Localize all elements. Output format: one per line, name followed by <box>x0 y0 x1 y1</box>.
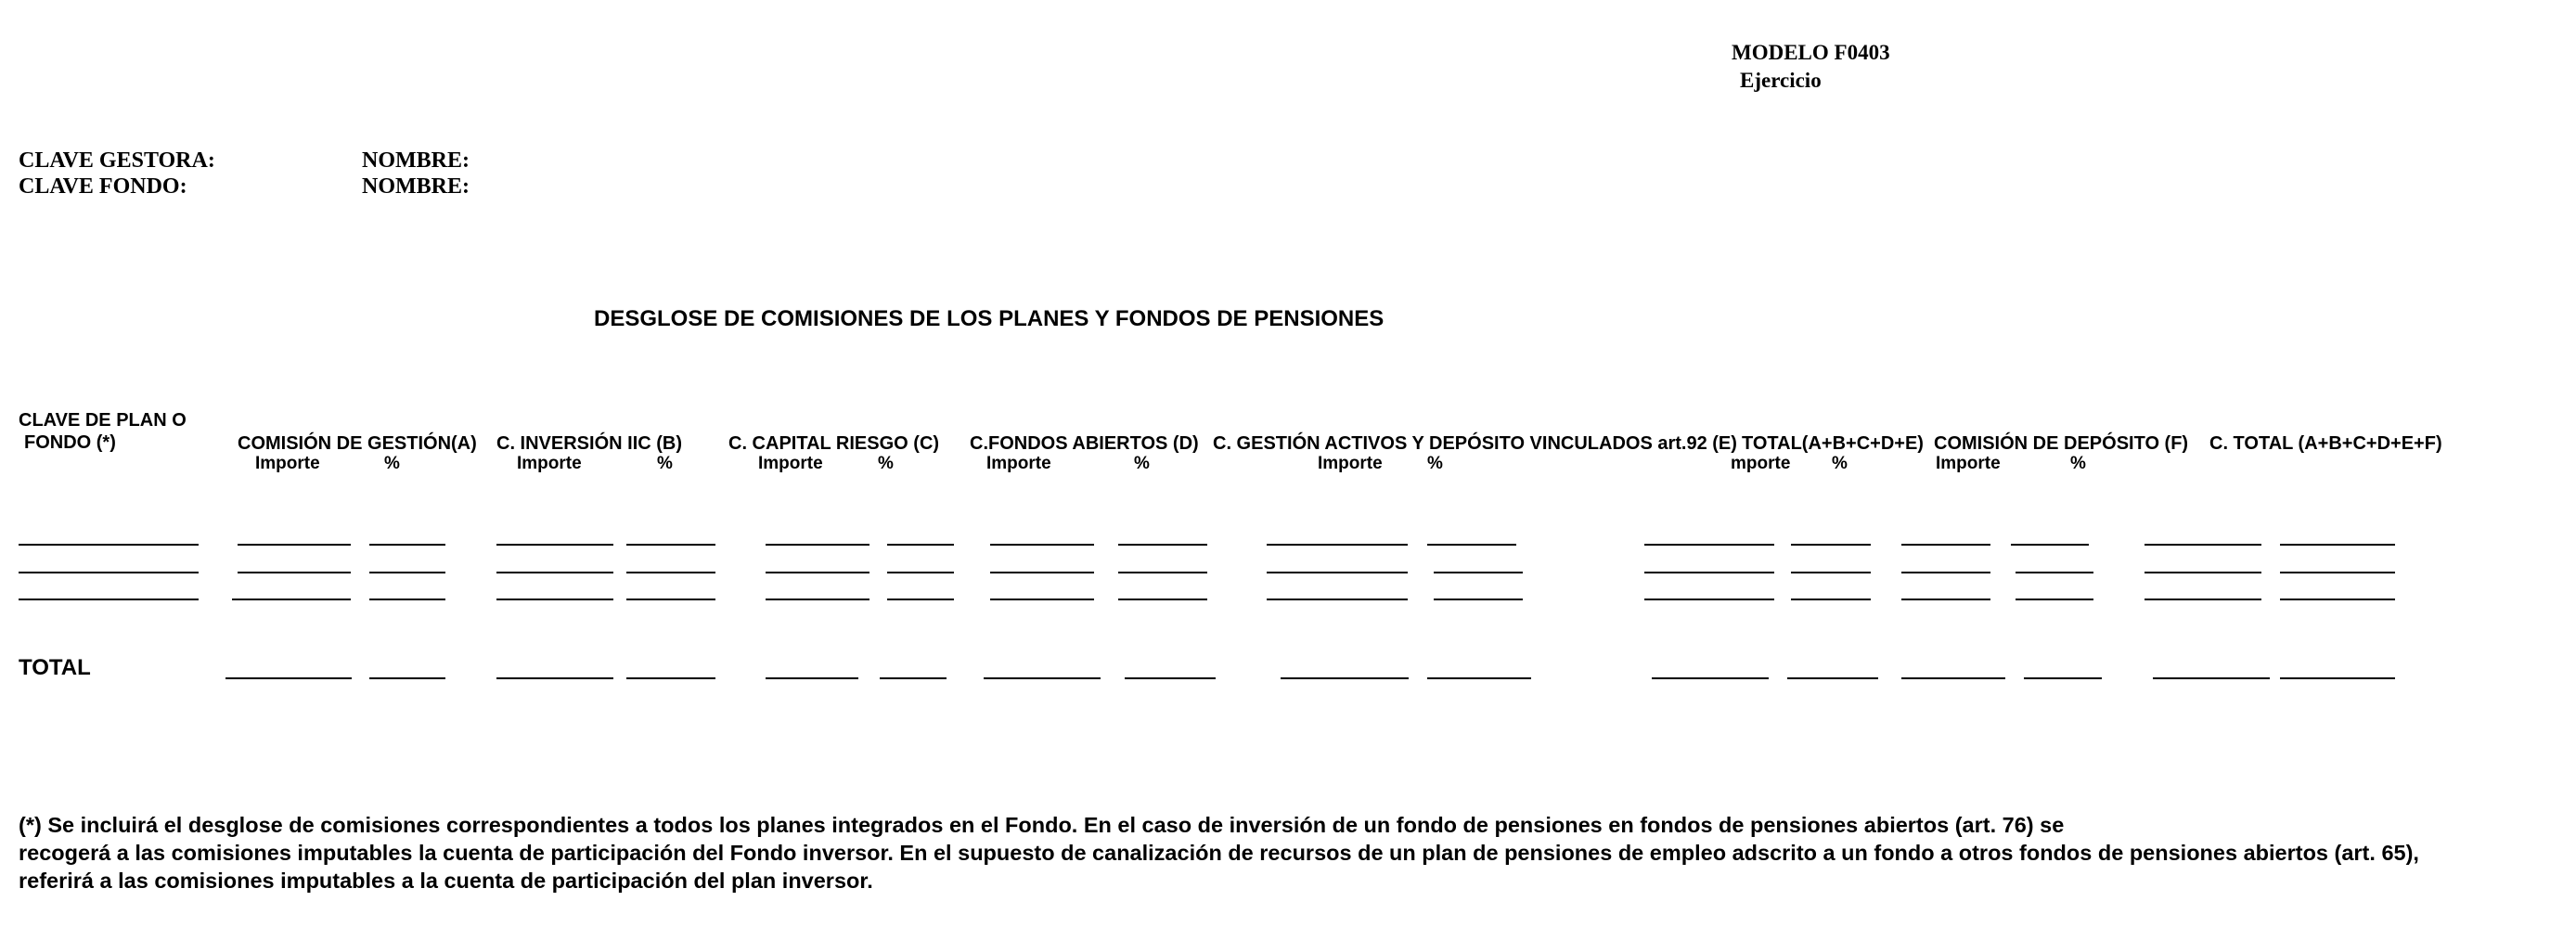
total-blank[interactable] <box>2280 677 2395 679</box>
col-sub-percent: % <box>384 454 400 473</box>
percent-blank[interactable] <box>1118 544 1207 546</box>
amount-blank[interactable] <box>2145 599 2261 600</box>
amount-blank[interactable] <box>2145 544 2261 546</box>
plan-key-blank[interactable] <box>19 599 199 600</box>
amount-blank[interactable] <box>990 544 1094 546</box>
percent-blank[interactable] <box>1427 677 1531 679</box>
amount-blank[interactable] <box>990 572 1094 573</box>
amount-blank[interactable] <box>1267 572 1408 573</box>
col-header-grand-total: C. TOTAL (A+B+C+D+E+F) <box>2209 433 2442 454</box>
manager-code-label: CLAVE GESTORA: <box>19 148 215 173</box>
col-sub-percent: % <box>2070 454 2086 473</box>
col-sub-percent: % <box>1427 454 1443 473</box>
percent-blank[interactable] <box>2016 599 2093 600</box>
amount-blank[interactable] <box>2153 677 2270 679</box>
col-sub-amount: Importe <box>758 454 823 473</box>
percent-blank[interactable] <box>1791 544 1871 546</box>
amount-blank[interactable] <box>238 572 351 573</box>
percent-blank[interactable] <box>369 544 445 546</box>
amount-blank[interactable] <box>766 572 869 573</box>
amount-blank[interactable] <box>496 572 613 573</box>
col-sub-amount: Importe <box>1318 454 1383 473</box>
amount-blank[interactable] <box>1644 572 1774 573</box>
footnote-line: (*) Se incluirá el desglose de comisiones correspondientes a todos los planes integrados en el Fondo. En el caso de inversión de un fondo de pensiones en fondos de pensiones abiertos (art. 76) se <box>19 813 2065 837</box>
percent-blank[interactable] <box>1118 572 1207 573</box>
amount-blank[interactable] <box>225 677 352 679</box>
percent-blank[interactable] <box>887 572 954 573</box>
amount-blank[interactable] <box>766 544 869 546</box>
col-sub-amount: Importe <box>517 454 582 473</box>
percent-blank[interactable] <box>1427 544 1516 546</box>
amount-blank[interactable] <box>496 544 613 546</box>
col-sub-percent: % <box>1134 454 1150 473</box>
year-label: Ejercicio <box>1740 69 1822 92</box>
amount-blank[interactable] <box>2145 572 2261 573</box>
col-header-management-fee: COMISIÓN DE GESTIÓN(A) <box>238 433 477 454</box>
amount-blank[interactable] <box>1267 599 1408 600</box>
fund-name-label: NOMBRE: <box>362 174 470 199</box>
col-header-venture-capital: C. CAPITAL RIESGO (C) <box>728 433 940 454</box>
amount-blank[interactable] <box>1267 544 1408 546</box>
percent-blank[interactable] <box>369 572 445 573</box>
percent-blank[interactable] <box>626 599 715 600</box>
col-sub-percent: % <box>657 454 673 473</box>
percent-blank[interactable] <box>2016 572 2093 573</box>
percent-blank[interactable] <box>2011 544 2089 546</box>
col-header-subtotal-a-e: TOTAL(A+B+C+D+E) <box>1742 433 1924 454</box>
percent-blank[interactable] <box>1787 677 1878 679</box>
amount-blank[interactable] <box>496 677 613 679</box>
total-blank[interactable] <box>2280 544 2395 546</box>
amount-blank[interactable] <box>1644 599 1774 600</box>
col-sub-amount: Importe <box>986 454 1051 473</box>
amount-blank[interactable] <box>1901 572 1990 573</box>
percent-blank[interactable] <box>626 544 715 546</box>
plan-key-header-line1: CLAVE DE PLAN O <box>19 410 187 431</box>
amount-blank[interactable] <box>766 599 869 600</box>
amount-blank[interactable] <box>496 599 613 600</box>
model-code: MODELO F0403 <box>1732 41 1890 64</box>
total-label: TOTAL <box>19 655 91 680</box>
amount-blank[interactable] <box>1901 599 1990 600</box>
amount-blank[interactable] <box>1901 544 1990 546</box>
plan-key-blank[interactable] <box>19 572 199 573</box>
percent-blank[interactable] <box>626 677 715 679</box>
amount-blank[interactable] <box>1901 677 2005 679</box>
amount-blank[interactable] <box>766 677 858 679</box>
plan-key-header-line2: FONDO (*) <box>24 432 116 453</box>
col-header-asset-management-deposit: C. GESTIÓN ACTIVOS Y DEPÓSITO VINCULADOS art.92 (E) <box>1213 433 1737 454</box>
page-title: DESGLOSE DE COMISIONES DE LOS PLANES Y FONDOS DE PENSIONES <box>594 306 1385 331</box>
amount-blank[interactable] <box>984 677 1101 679</box>
footnote-line: referirá a las comisiones imputables a la cuenta de participación del plan inversor. <box>19 869 873 893</box>
amount-blank[interactable] <box>1644 544 1774 546</box>
footnote-line: recogerá a las comisiones imputables la cuenta de participación del Fondo inversor. En el supuesto de canalización de recursos de un plan de pensiones de empleo adscrito a un fondo a otros fondos de pensiones abiertos (art. 65), <box>19 841 2419 865</box>
col-sub-amount: Importe <box>255 454 320 473</box>
col-header-deposit-fee: COMISIÓN DE DEPÓSITO (F) <box>1934 433 2189 454</box>
manager-name-label: NOMBRE: <box>362 148 470 173</box>
col-header-open-funds: C.FONDOS ABIERTOS (D) <box>970 433 1199 454</box>
plan-key-blank[interactable] <box>19 544 199 546</box>
percent-blank[interactable] <box>1434 572 1523 573</box>
col-sub-percent: % <box>1832 454 1848 473</box>
percent-blank[interactable] <box>369 599 445 600</box>
total-blank[interactable] <box>2280 572 2395 573</box>
percent-blank[interactable] <box>887 544 954 546</box>
amount-blank[interactable] <box>1652 677 1769 679</box>
percent-blank[interactable] <box>1434 599 1523 600</box>
percent-blank[interactable] <box>887 599 954 600</box>
percent-blank[interactable] <box>369 677 445 679</box>
amount-blank[interactable] <box>232 599 351 600</box>
total-blank[interactable] <box>2280 599 2395 600</box>
footnote <box>19 811 2561 895</box>
percent-blank[interactable] <box>626 572 715 573</box>
percent-blank[interactable] <box>1791 572 1871 573</box>
percent-blank[interactable] <box>1125 677 1216 679</box>
col-sub-amount: mporte <box>1731 454 1791 473</box>
col-sub-percent: % <box>878 454 894 473</box>
percent-blank[interactable] <box>880 677 947 679</box>
percent-blank[interactable] <box>1791 599 1871 600</box>
amount-blank[interactable] <box>238 544 351 546</box>
fund-code-label: CLAVE FONDO: <box>19 174 187 199</box>
col-header-iic-investment: C. INVERSIÓN IIC (B) <box>496 433 683 454</box>
amount-blank[interactable] <box>1281 677 1409 679</box>
col-sub-amount: Importe <box>1936 454 2001 473</box>
percent-blank[interactable] <box>1118 599 1207 600</box>
percent-blank[interactable] <box>2024 677 2102 679</box>
amount-blank[interactable] <box>990 599 1094 600</box>
